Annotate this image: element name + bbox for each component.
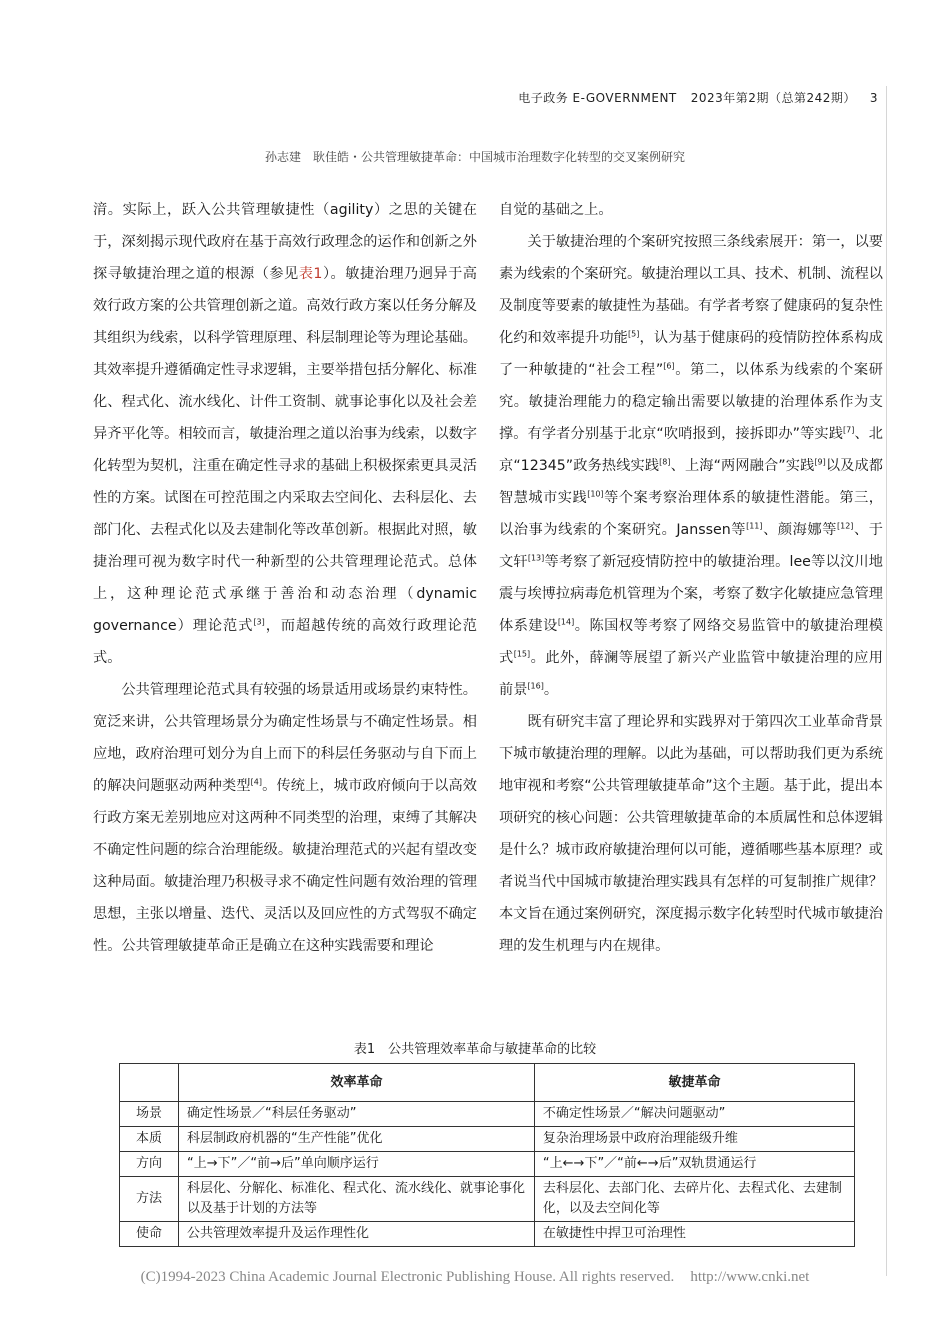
article-subtitle: 孙志建 耿佳皓・公共管理敏捷革命：中国城市治理数字化转型的交叉案例研究: [264, 150, 685, 164]
table-cell: 复杂治理场景中政府治理能级升维: [534, 1127, 854, 1152]
table-cell: “上→下”／“前→后”单向顺序运行: [179, 1152, 535, 1177]
cnki-link[interactable]: http://www.cnki.net: [690, 1269, 810, 1285]
paragraph: 湇。实际上，跃入公共管理敏捷性（agility）之思的关键在于，深刻揭示现代政府在基于高效行政理念的运作和创新之外探寻敏捷治理之道的根源（参见表1）。敏捷治理乃迥异于高效行政方案的公共管理创新之道。高效行政方案以任务分解及其组织为线索，以科学管理原理、科层制理论等为理论基础。其效率提升遵循确定性寻求逻辑，主要举措包括分解化、标准化、程式化、流水线化、计件工资制、就事论事化以及社会差异齐平化等。相较而言，敏捷治理之道以治事为线索，以数字化转型为契机，注重在确定性寻求的基础上积极探索更具灵活性的方案。试图在可控范围之内采取去空间化、去科层化、去部门化、去程式化以及去建制化等改革创新。根据此对照，敏捷治理可视为数字时代一种新型的公共管理理论范式。总体上，这种理论范式承继于善治和动态治理（dynamic governance）理论范式[3]，而超越传统的高效行政理论范式。: [93, 202, 477, 666]
table-row: [120, 1222, 855, 1247]
paragraph: 自觉的基础之上。: [499, 202, 613, 218]
table-cell: 在敏捷性中捍卫可治理性: [534, 1222, 854, 1247]
table-cell: 科层制政府机器的“生产性能”优化: [179, 1127, 535, 1152]
citation[interactable]: [15]: [513, 649, 531, 659]
row-label: 使命: [120, 1222, 179, 1247]
citation[interactable]: [9]: [814, 457, 826, 467]
copyright-footer: [0, 1269, 950, 1286]
table-header-cell: 效率革命: [179, 1064, 535, 1102]
table-reference-link[interactable]: 表1: [298, 266, 323, 282]
citation[interactable]: [3]: [253, 617, 265, 627]
row-label: 本质: [120, 1127, 179, 1152]
table-row: [120, 1177, 855, 1222]
row-label: 方向: [120, 1152, 179, 1177]
row-label: 方法: [120, 1177, 179, 1222]
citation[interactable]: [14]: [557, 617, 575, 627]
paragraph: 既有研究丰富了理论界和实践界对于第四次工业革命背景下城市敏捷治理的理解。以此为基础，可以帮助我们更为系统地审视和考察“公共管理敏捷革命”这个主题。基于此，提出本项研究的核心问题：公共管理敏捷革命的本质属性和总体逻辑是什么？城市政府敏捷治理何以可能，遵循哪些基本原理？或者说当代中国城市敏捷治理实践具有怎样的可复制推广规律？本文旨在通过案例研究，深度揭示数字化转型时代城市敏捷治理的发生机理与内在规律。: [499, 714, 883, 954]
left-column: [93, 194, 477, 962]
journal-name: 电子政务 E-GOVERNMENT: [518, 91, 677, 105]
running-header: [518, 89, 878, 106]
table-header-cell: [120, 1064, 179, 1102]
table-cell: “上←→下”／“前←→后”双轨贯通运行: [534, 1152, 854, 1177]
table-caption: 表1 公共管理效率革命与敏捷革命的比较: [353, 1042, 597, 1057]
comparison-table: [119, 1063, 855, 1247]
citation[interactable]: [4]: [250, 777, 262, 787]
table-cell: 去科层化、去部门化、去碎片化、去程式化、去建制化，以及去空间化等: [534, 1177, 854, 1222]
table-cell: 确定性场景／“科层任务驱动”: [179, 1102, 535, 1127]
table-header-cell: 敏捷革命: [534, 1064, 854, 1102]
table-row: [120, 1127, 855, 1152]
table-row: [120, 1102, 855, 1127]
citation[interactable]: [6]: [663, 361, 675, 371]
citation[interactable]: [11]: [746, 521, 763, 531]
issue-info: 2023年第2期（总第242期）: [690, 91, 856, 105]
copyright-text: (C)1994-2023 China Academic Journal Electronic Publishing House. All rights reserved.: [140, 1269, 675, 1285]
citation[interactable]: [12]: [837, 521, 854, 531]
citation[interactable]: [16]: [527, 681, 544, 691]
paragraph: 公共管理理论范式具有较强的场景适用或场景约束特性。宽泛来讲，公共管理场景分为确定性场景与不确定性场景。相应地，政府治理可划分为自上而下的科层任务驱动与自下而上的解决问题驱动两种类型[4]。传统上，城市政府倾向于以高效行政方案无差别地应对这两种不同类型的治理，束缚了其解决不确定性问题的综合治理能级。敏捷治理范式的兴起有望改变这种局面。敏捷治理乃积极寻求不确定性问题有效治理的管理思想，主张以增量、迭代、灵活以及回应性的方式驾驭不确定性。公共管理敏捷革命正是确立在这种实践需要和理论: [93, 682, 477, 954]
citation[interactable]: [8]: [659, 457, 671, 467]
citation[interactable]: [7]: [843, 425, 855, 435]
table-header-row: [120, 1064, 855, 1102]
table-cell: 科层化、分解化、标准化、程式化、流水线化、就事论事化以及基于计划的方法等: [179, 1177, 535, 1222]
citation[interactable]: [5]: [628, 329, 640, 339]
table-row: [120, 1152, 855, 1177]
right-column: [499, 194, 883, 962]
citation[interactable]: [13]: [527, 553, 545, 563]
paragraph: 关于敏捷治理的个案研究按照三条线索展开：第一，以要素为线索的个案研究。敏捷治理以工具、技术、机制、流程以及制度等要素的敏捷性为基础。有学者考察了健康码的复杂性化约和效率提升功能[5]，认为基于健康码的疫情防控体系构成了一种敏捷的“社会工程”[6]。第二，以体系为线索的个案研究。敏捷治理能力的稳定输出需要以敏捷的治理体系作为支撑。有学者分别基于北京“吹哨报到，接拆即办”等实践[7]、北京“12345”政务热线实践[8]、上海“两网融合”实践[9]以及成都智慧城市实践[10]等个案考察治理体系的敏捷性潜能。第三，以治事为线索的个案研究。Janssen等[11]、颜海娜等[12]、于文轩[13]等考察了新冠疫情防控中的敏捷治理。lee等以汶川地震与埃博拉病毒危机管理为个案，考察了数字化敏捷应急管理体系建设[14]。陈国权等考察了网络交易监管中的敏捷治理模式[15]。此外，薛澜等展望了新兴产业监管中敏捷治理的应用前景[16]。: [499, 234, 883, 698]
table-cell: 公共管理效率提升及运作理性化: [179, 1222, 535, 1247]
margin-rule: [886, 86, 887, 1276]
page-number: 3: [869, 91, 878, 105]
citation[interactable]: [10]: [587, 489, 604, 499]
table-cell: 不确定性场景／“解决问题驱动”: [534, 1102, 854, 1127]
row-label: 场景: [120, 1102, 179, 1127]
